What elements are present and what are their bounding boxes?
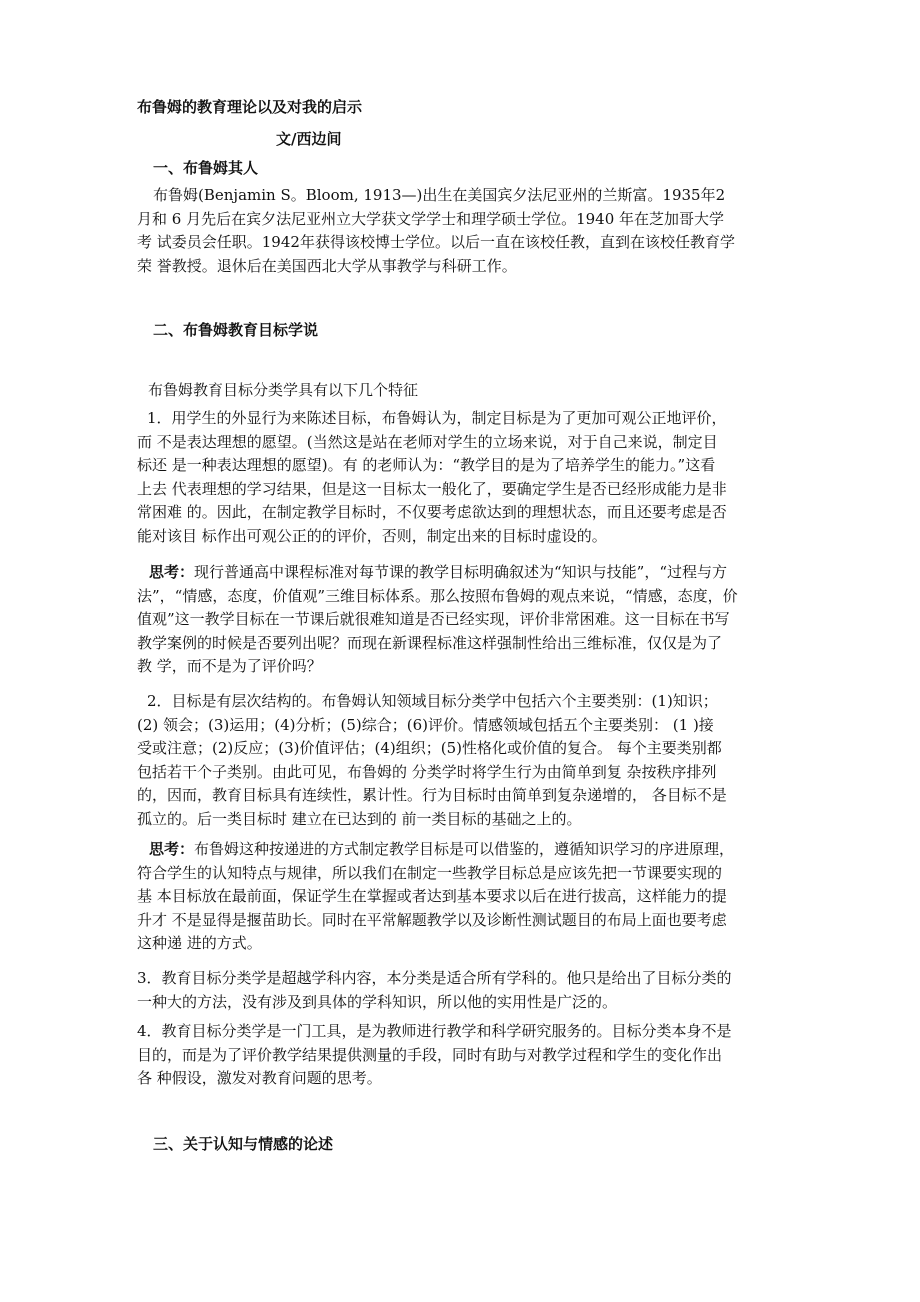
paragraph-line: 法”，“情感，态度，价值观”三维目标体系。那么按照布鲁姆的观点来说，“情感，态度，价 [137, 586, 738, 605]
paragraph-line: 的，因而，教育目标具有连续性，累计性。行为目标时由简单到复杂递增的， 各目标不是 [137, 786, 727, 804]
paragraph-line: 月和 6 月先后在宾夕法尼亚州立大学获文学学士和理学硕士学位。1940 年在芝加哥大学 [137, 209, 725, 228]
paragraph-line: 3．教育目标分类学是超越学科内容，本分类是适合所有学科的。他只是给出了目标分类的 [137, 969, 732, 987]
paragraph-line: 而 不是表达理想的愿望。(当然这是站在老师对学生的立场来说，对于自己来说，制定目 [137, 432, 718, 451]
section-2-intro [148, 379, 804, 403]
think-text: 布鲁姆这种按递进的方式制定教学目标是可以借鉴的，遵循知识学习的序进原理， [194, 840, 735, 858]
paragraph-line: 受或注意；(2)反应；(3)价值评估；(4)组织；(5)性格化或价值的复合。 每个主要类别都 [137, 739, 722, 757]
paragraph-line: 这种递 进的方式。 [137, 934, 262, 952]
paragraph-line: 布鲁姆(Benjamin S。Bloom, 1913—)出生在美国宾夕法尼亚州的兰斯富。1935年2 [153, 186, 726, 204]
paragraph-line: 一种大的方法，没有涉及到具体的学科知识，所以他的实用性是广泛的。 [137, 992, 618, 1011]
paragraph-line: 4．教育目标分类学是一门工具，是为教师进行教学和科学研究服务的。目标分类本身不是 [137, 1022, 732, 1040]
point-1-paragraph [137, 407, 793, 548]
paragraph-line: 值观”这一教学目标在一节课后就很难知道是否已经实现，评价非常困难。这一目标在书写 [137, 610, 730, 628]
section-3-heading: 三、关于认知与情感的论述 [153, 1135, 334, 1153]
document-title: 布鲁姆的教育理论以及对我的启示 [137, 98, 363, 116]
paragraph-line: 包括若干个子类别。由此可见，布鲁姆的 分类学时将学生行为由简单到复 杂按秩序排列 [137, 762, 717, 781]
paragraph-line [137, 838, 793, 862]
paragraph-line: 符合学生的认知特点与规律，所以我们在制定一些教学目标总是应该先把一节课要实现的 [137, 863, 723, 882]
paragraph-line: 2．目标是有层次结构的。布鲁姆认知领域目标分类学中包括六个主要类别：(1)知识； [147, 692, 718, 710]
paragraph-line: 荣 誉教授。退休后在美国西北大学从事教学与科研工作。 [137, 256, 517, 275]
paragraph-line: 上去 代表理想的学习结果，但是这一目标太一般化了，要确定学生是否已经形成能力是非 [137, 479, 727, 498]
section-1-paragraph [137, 184, 793, 278]
think-1-paragraph [137, 561, 793, 679]
point-3-paragraph [137, 967, 793, 1014]
think-2-paragraph [137, 838, 793, 956]
paragraph-line: 标还 是一种表达理想的愿望)。有 的老师认为：“教学目的是为了培养学生的能力。”这看 [137, 456, 716, 474]
paragraph-line: 基 本目标放在最前面，保证学生在掌握或者达到基本要求以后在进行拔高，这样能力的提 [137, 887, 727, 905]
paragraph-line: 教学案例的时候是否要列出呢？而现在新课程标准这样强制性给出三维标准，仅仅是为了 [137, 633, 723, 652]
paragraph-line: 目的，而是为了评价教学结果提供测量的手段，同时有助与对教学过程和学生的变化作出 [137, 1045, 723, 1064]
section-1-heading: 一、布鲁姆其人 [153, 159, 259, 177]
think-label: 思考： [149, 840, 195, 858]
paragraph-line: 常困难 的。因此，在制定教学目标时，不仅要考虑欲达到的理想状态，而且还要考虑是否 [137, 503, 727, 521]
paragraph-line: 孤立的。后一类目标时 建立在已达到的 前一类目标的基础之上的。 [137, 809, 582, 828]
paragraph-line: 升才 不是显得是揠苗助长。同时在平常解题教学以及诊断性测试题目的布局上面也要考虑 [137, 910, 727, 929]
paragraph-line: 布鲁姆教育目标分类学具有以下几个特征 [148, 381, 419, 399]
paragraph-line: 教 学，而不是为了评价吗？ [137, 657, 322, 675]
section-2-heading: 二、布鲁姆教育目标学说 [153, 321, 319, 339]
paragraph-line: 1．用学生的外显行为来陈述目标，布鲁姆认为，制定目标是为了更加可观公正地评价， [147, 409, 727, 427]
think-label: 思考： [149, 563, 195, 581]
paragraph-line: 考 试委员会任职。1942年获得该校博士学位。以后一直在该校任教，直到在该校任教育学 [137, 233, 735, 251]
paragraph-line: 能对该目 标作出可观公正的的评价，否则，制定出来的目标时虚设的。 [137, 526, 607, 545]
point-4-paragraph [137, 1020, 793, 1091]
paragraph-line [137, 561, 793, 585]
point-2-paragraph [137, 690, 793, 831]
paragraph-line: 各 种假设，激发对教育问题的思考。 [137, 1069, 382, 1087]
paragraph-line: (2) 领会；(3)运用；(4)分析；(5)综合；(6)评价。情感领域包括五个主要类别： (1 )接 [137, 715, 714, 734]
document-author: 文/西边间 [276, 130, 342, 148]
think-text: 现行普通高中课程标准对每节课的教学目标明确叙述为“知识与技能”，“过程与方 [194, 563, 728, 581]
